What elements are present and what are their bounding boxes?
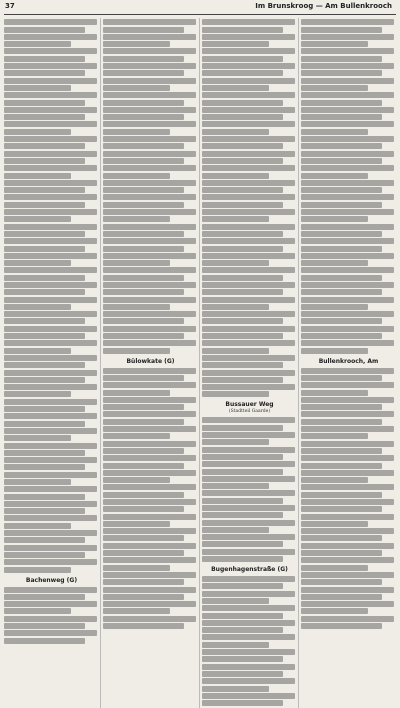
directory-columns: [4, 18, 396, 584]
column-3: [202, 18, 297, 708]
entry-block: [103, 19, 198, 353]
entry-block: [4, 587, 99, 644]
entry-block: [4, 19, 99, 572]
street-district: (Stadtteil Gaarde): [228, 409, 271, 415]
running-head: Im Brunskroog — Am Bullenkrooch: [255, 2, 392, 10]
column-1: [4, 18, 99, 708]
entry-block: [202, 417, 297, 562]
street-heading: Bullenkrooch, Am: [318, 357, 379, 365]
entry-block: [202, 19, 297, 397]
street-heading: Bussauer Weg: [225, 401, 274, 409]
street-heading: Bachenweg (G): [25, 576, 78, 584]
column-4: [301, 18, 396, 708]
street-heading: Bülowkate (G): [126, 357, 175, 365]
entry-block: [202, 576, 297, 706]
entry-block: [301, 19, 396, 353]
page-header: [0, 0, 400, 14]
header-rule: [4, 14, 396, 15]
street-heading: Bugenhagenstraße (G): [211, 566, 288, 574]
entry-block: [301, 368, 396, 629]
page-number: 37: [5, 2, 15, 10]
column-2: [103, 18, 198, 708]
entry-block: [103, 368, 198, 629]
